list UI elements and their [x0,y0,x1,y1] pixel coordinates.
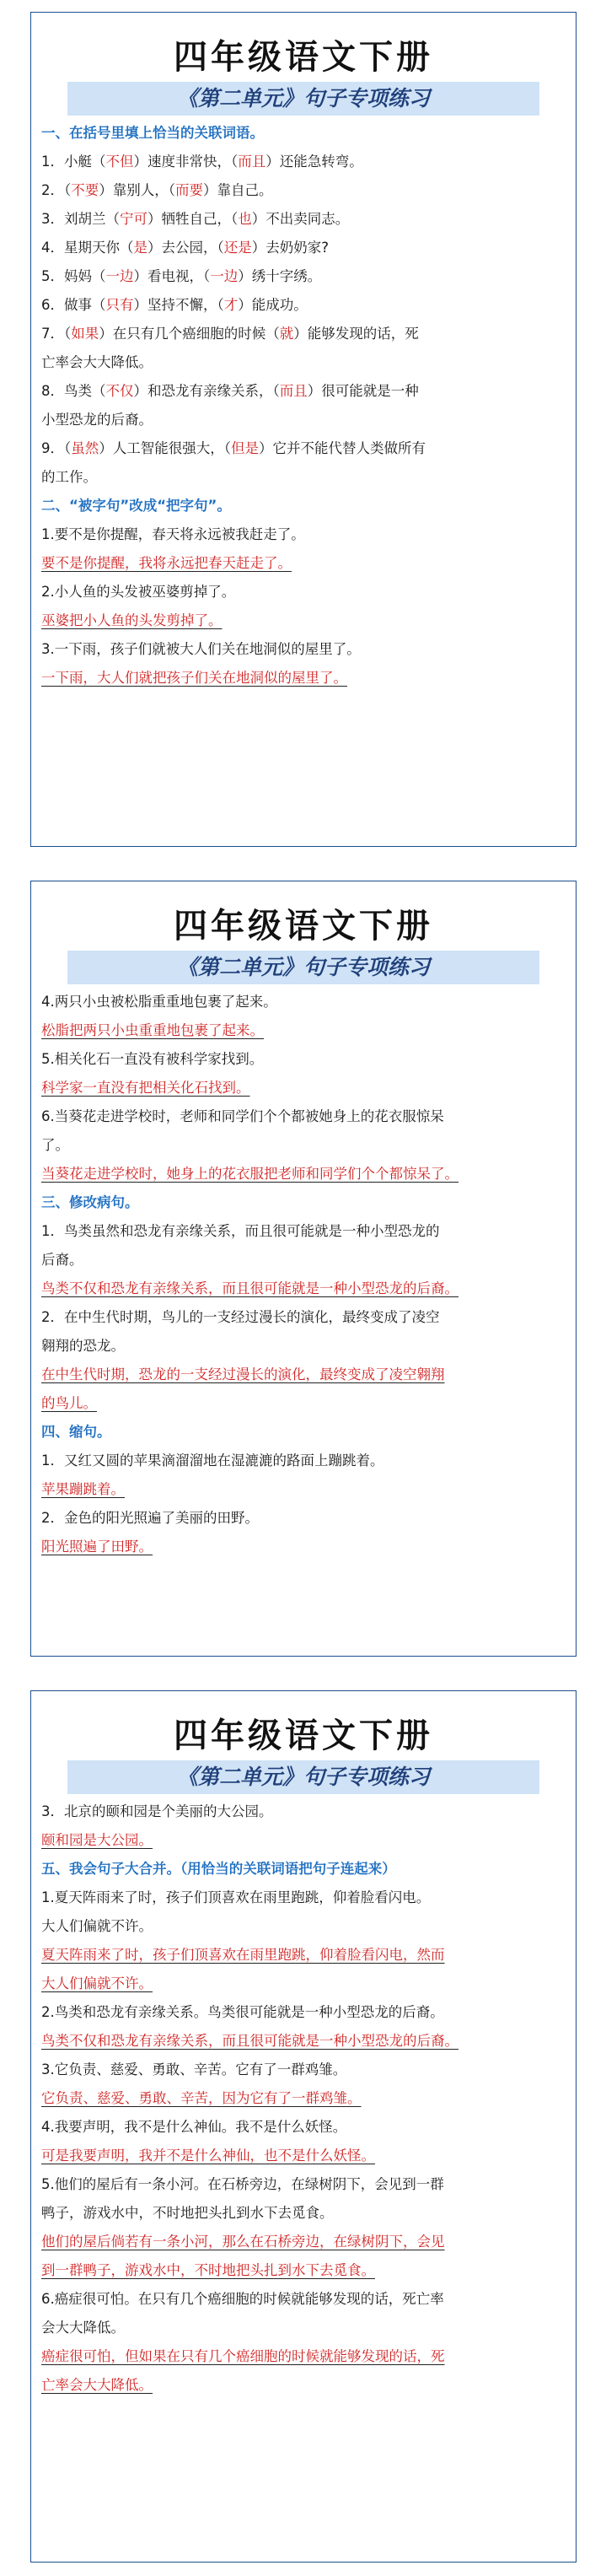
question-line [41,635,566,664]
line-text: 6.癌症很可怕。在只有几个癌细胞的时候就能够发现的话，死亡率 [41,2291,444,2307]
line-text: 8．鸟类（ [41,383,106,399]
line-text: 3.一下雨，孩子们就被大人们关在地洞似的屋里了。 [41,641,361,657]
line-text: 的鸟儿。 [41,1395,97,1411]
line-text: 2．金色的阳光照遍了美丽的田野。 [41,1510,259,1526]
page-subtitle: 《第二单元》句子专项练习 [67,951,539,984]
answer-line [41,2228,566,2256]
question-line [41,1045,566,1074]
question-line [41,320,566,348]
line-text: 3．刘胡兰（ [41,211,120,227]
filled-answer: 还是 [223,240,252,256]
question-line [41,988,566,1016]
question-line [41,148,566,176]
line-text: 三、修改病句。 [41,1194,139,1210]
line-text: 2．（ [41,182,72,198]
answer-line [41,1361,566,1389]
line-text: 2.鸟类和恐龙有亲缘关系。鸟类很可能就是一种小型恐龙的后裔。 [41,2004,444,2020]
section-heading [41,1855,566,1883]
filled-answer: 是 [133,240,147,256]
question-line [41,262,566,291]
question-line [41,348,566,377]
line-text: 5．妈妈（ [41,268,106,284]
line-text: 它负责、慈爱、勇敢、辛苦，因为它有了一群鸡雏。 [41,2090,362,2106]
question-line [41,2314,566,2342]
page-subtitle: 《第二单元》句子专项练习 [67,1760,539,1794]
line-text: 他们的屋后倘若有一条小河，那么在石桥旁边，在绿树阴下，会见 [41,2234,445,2250]
question-line [41,234,566,262]
line-text: ）能成功。 [238,297,308,313]
line-text: 可是我要声明，我并不是什么神仙，也不是什么妖怪。 [41,2148,375,2164]
question-line [41,2170,566,2199]
worksheet-page-2 [30,881,577,1657]
page-title: 四年级语文下册 [174,37,433,77]
line-text: 2．在中生代时期，鸟儿的一支经过漫长的演化，最终变成了凌空 [41,1309,440,1325]
line-text: 1．又红又圆的苹果滴溜溜地在湿漉漉的路面上蹦跳着。 [41,1452,384,1469]
filled-answer: 一边 [105,268,134,284]
filled-answer: 如果 [71,326,99,342]
question-line [41,1883,566,1912]
answer-line [41,1475,566,1504]
question-line [41,1102,566,1131]
line-text: 会大大降低。 [41,2320,125,2336]
line-text: 在中生代时期，恐龙的一支经过漫长的演化，最终变成了凌空翱翔 [41,1366,445,1382]
answer-line [41,1160,566,1188]
answer-line [41,1389,566,1418]
line-text: ）很可能就是一种 [307,383,419,399]
line-text: ）靠别人，（ [99,182,175,198]
line-text: 翱翔的恐龙。 [41,1338,125,1354]
question-line [41,1504,566,1533]
line-text: 当葵花走进学校时，她身上的花衣服把老师和同学们个个都惊呆了。 [41,1166,459,1182]
line-text: ）能够发现的话，死 [293,326,419,342]
answer-line [41,664,566,693]
question-line [41,2199,566,2228]
line-text: 6．做事（ [41,297,106,313]
line-text: ）还能急转弯。 [265,154,363,170]
line-text: 阳光照遍了田野。 [41,1539,153,1555]
answer-line [41,606,566,635]
answer-line [41,1275,566,1303]
filled-answer: 不要 [71,182,99,198]
answer-line [41,2142,566,2170]
line-text: 颐和园是大公园。 [41,1832,153,1848]
filled-answer: 而要 [175,182,203,198]
line-text: 1.要不是你提醒，春天将永远被我赶走了。 [41,526,305,542]
line-text: 亡率会大大降低。 [41,354,153,370]
line-text: 3．北京的颐和园是个美丽的大公园。 [41,1803,273,1819]
section-heading [41,492,566,520]
answer-line [41,2342,566,2371]
line-text: 5.相关化石一直没有被科学家找到。 [41,1051,264,1067]
section-heading [41,119,566,148]
question-line [41,1217,566,1246]
filled-answer: 只有 [105,297,134,313]
question-line [41,406,566,434]
filled-answer: 不但 [105,154,134,170]
page-title: 四年级语文下册 [174,1716,433,1755]
line-text: 的工作。 [41,469,97,485]
line-text: 五、我会句子大合并。（用恰当的关联词语把句子连起来） [41,1861,396,1877]
question-line [41,1912,566,1941]
question-line [41,520,566,549]
filled-answer: 而且 [279,383,308,399]
question-line [41,1246,566,1275]
answer-line [41,549,566,578]
line-text: 5.他们的屋后有一条小河。在石桥旁边，在绿树阴下，会见到一群 [41,2176,444,2192]
line-text: 小型恐龙的后裔。 [41,412,153,428]
line-text: ）看电视，（ [133,268,211,284]
question-line [41,463,566,492]
line-text: 1.夏天阵雨来了时，孩子们顶喜欢在雨里跑跳，仰着脸看闪电。 [41,1889,431,1905]
line-text: 科学家一直没有把相关化石找到。 [41,1080,250,1096]
line-text: ）人工智能很强大，（ [99,440,231,456]
line-text: 1．鸟类虽然和恐龙有亲缘关系，而且很可能就是一种小型恐龙的 [41,1223,440,1239]
question-line [41,2285,566,2314]
question-line [41,1797,566,1826]
answer-line [41,1074,566,1102]
page-title: 四年级语文下册 [174,906,433,946]
answer-line [41,1533,566,1561]
line-text: 了。 [41,1137,69,1153]
line-text: 7．（ [41,326,72,342]
question-line [41,377,566,406]
line-text: 二、“被字句”改成“把字句”。 [41,498,231,514]
filled-answer: 才 [223,297,239,313]
line-text: 四、缩句。 [41,1424,111,1440]
section-heading [41,1188,566,1217]
answer-line [41,1016,566,1045]
line-text: ）绣十字绣。 [238,268,322,284]
page-body [31,984,576,1561]
line-text: 亡率会大大降低。 [41,2377,153,2393]
question-line [41,176,566,205]
line-text: 4.我要声明，我不是什么神仙。我不是什么妖怪。 [41,2119,347,2135]
line-text: ）靠自己。 [203,182,273,198]
question-line [41,1998,566,2027]
line-text: 到一群鸭子，游戏水中，不时地把头扎到水下去觅食。 [41,2262,375,2278]
line-text: 1．小艇（ [41,154,106,170]
line-text: 大人们偏就不许。 [41,1918,153,1934]
question-line [41,291,566,320]
line-text: 大人们偏就不许。 [41,1975,153,1991]
line-text: 4.两只小虫被松脂重重地包裹了起来。 [41,994,277,1010]
line-text: 后裔。 [41,1252,83,1268]
line-text: ）和恐龙有亲缘关系，（ [133,383,280,399]
question-line [41,1332,566,1361]
question-line [41,1303,566,1332]
line-text: ）坚持不懈，（ [133,297,224,313]
answer-line [41,2371,566,2400]
line-text: 癌症很可怕，但如果在只有几个癌细胞的时候就能够发现的话，死 [41,2348,445,2364]
answer-line [41,1826,566,1855]
filled-answer: 而且 [238,154,266,170]
question-line [41,2056,566,2084]
question-line [41,578,566,606]
line-text: ）速度非常快，（ [133,154,239,170]
answer-line [41,1941,566,1970]
filled-answer: 就 [279,326,294,342]
line-text: ）去奶奶家? [251,240,330,256]
line-text: 一、在括号里填上恰当的关联词语。 [41,125,264,141]
line-text: ）去公园，（ [147,240,224,256]
line-text: 4．星期天你（ [41,240,134,256]
line-text: 松脂把两只小虫重重地包裹了起来。 [41,1022,264,1038]
line-text: ）牺牲自己，（ [147,211,239,227]
question-line [41,1131,566,1160]
line-text: 鸭子，游戏水中，不时地把头扎到水下去觅食。 [41,2205,334,2221]
line-text: 鸟类不仅和恐龙有亲缘关系，而且很可能就是一种小型恐龙的后裔。 [41,1280,459,1296]
question-line [41,434,566,463]
worksheet-page-1 [30,12,577,847]
filled-answer: 但是 [231,440,259,456]
line-text: ）不出卖同志。 [251,211,350,227]
line-text: 3.它负责、慈爱、勇敢、辛苦。它有了一群鸡雏。 [41,2061,347,2078]
question-line [41,1447,566,1475]
answer-line [41,2084,566,2113]
filled-answer: 一边 [210,268,239,284]
question-line [41,205,566,234]
line-text: 6.当葵花走进学校时，老师和同学们个个都被她身上的花衣服惊呆 [41,1108,444,1124]
filled-answer: 不仅 [105,383,134,399]
filled-answer: 宁可 [120,211,147,227]
line-text: 一下雨，大人们就把孩子们关在地洞似的屋里了。 [41,670,347,686]
line-text: 夏天阵雨来了时，孩子们顶喜欢在雨里跑跳，仰着脸看闪电，然而 [41,1947,445,1963]
page-body [31,116,576,693]
line-text: ）它并不能代替人类做所有 [259,440,426,456]
page-subtitle: 《第二单元》句子专项练习 [67,82,539,116]
answer-line [41,2027,566,2056]
line-text: 巫婆把小人鱼的头发剪掉了。 [41,612,223,628]
worksheet-page-3 [30,1690,577,2563]
line-text: 9．（ [41,440,72,456]
line-text: 2.小人鱼的头发被巫婆剪掉了。 [41,584,236,600]
page-body [31,1794,576,2400]
filled-answer: 也 [238,211,252,227]
question-line [41,2113,566,2142]
line-text: ）在只有几个癌细胞的时候（ [99,326,280,342]
filled-answer: 虽然 [71,440,99,456]
answer-line [41,1970,566,1998]
section-heading [41,1418,566,1447]
answer-line [41,2256,566,2285]
line-text: 鸟类不仅和恐龙有亲缘关系，而且很可能就是一种小型恐龙的后裔。 [41,2033,459,2049]
line-text: 要不是你提醒，我将永远把春天赶走了。 [41,555,292,571]
line-text: 苹果蹦跳着。 [41,1481,125,1497]
